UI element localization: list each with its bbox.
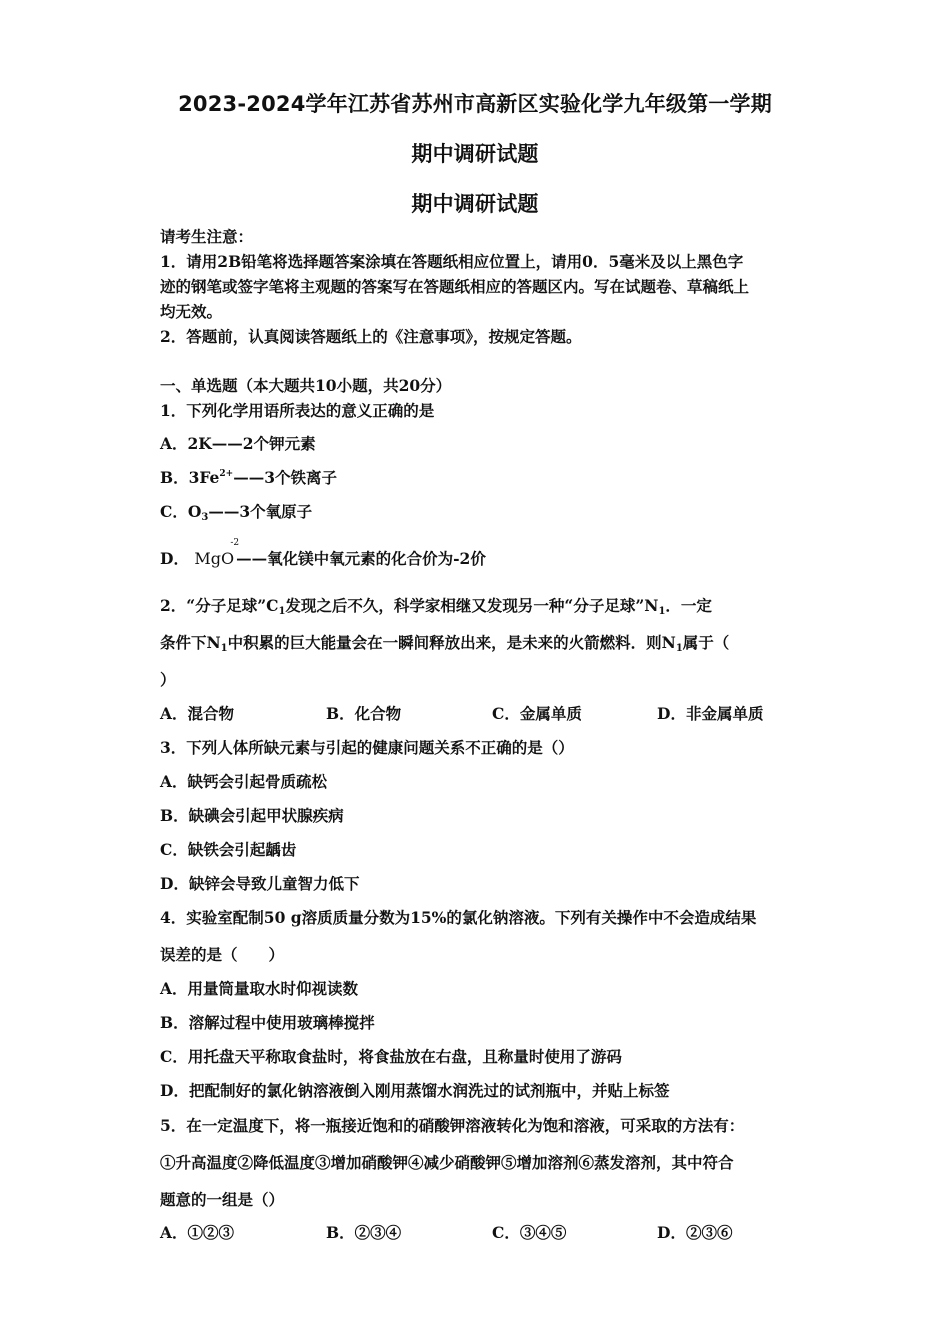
q4-option-c: C．用托盘天平称取食盐时，将食盐放在右盘，且称量时使用了游码 [160, 1047, 622, 1066]
notice-heading: 请考生注意： [160, 227, 254, 246]
q2-text: 发现之后不久，科学家相继又发现另一种“分子足球”N [285, 596, 659, 615]
q5-option-c: C．③④⑤ [492, 1223, 567, 1242]
q3-option-d: D．缺锌会导致儿童智力低下 [160, 874, 360, 893]
q1-d-label: D． [160, 549, 189, 568]
q4-option-a: A．用量筒量取水时仰视读数 [160, 979, 359, 998]
notice-line: 均无效。 [160, 302, 223, 321]
q2-text: 中积累的巨大能量会在一瞬间释放出来，是未来的火箭燃料．则N [227, 633, 676, 652]
q4-stem-line2: 误差的是（ ） [160, 945, 285, 964]
q2-subscript: 1 [658, 606, 666, 617]
q4-option-b: B．溶解过程中使用玻璃棒搅拌 [160, 1013, 375, 1032]
q1-stem: 1．下列化学用语所表达的意义正确的是 [160, 401, 435, 420]
q1-d-formula-wrap [194, 538, 240, 569]
q5-option-d: D．②③⑥ [657, 1223, 733, 1242]
q3-stem: 3．下列人体所缺元素与引起的健康问题关系不正确的是（） [160, 738, 574, 757]
q2-stem-line1 [160, 596, 800, 616]
q1-c-subscript: 3 [201, 512, 209, 523]
exam-subtitle-repeat: 期中调研试题 [411, 192, 539, 216]
q5-option-a: A．①②③ [160, 1223, 235, 1242]
q2-stem-line3: ） [160, 670, 176, 689]
q2-text: 条件下N [160, 633, 221, 652]
q1-option-d [160, 538, 800, 569]
notice-line: 迹的钢笔或签字笔将主观题的答案写在答题纸相应的答题区内。写在试题卷、草稿纸上 [160, 277, 750, 296]
q2-subscript: 1 [278, 606, 286, 617]
q4-stem-line1: 4．实验室配制50 g溶质质量分数为15%的氯化钠溶液。下列有关操作中不会造成结果 [160, 908, 757, 927]
q2-option-a: A．混合物 [160, 704, 235, 723]
q1-d-text: ——氧化镁中氧元素的化合价为-2价 [236, 549, 486, 568]
q2-text: 2．“分子足球”C [160, 596, 279, 615]
q5-stem-line3: 题意的一组是（） [160, 1190, 285, 1209]
q5-stem-line1: 5．在一定温度下，将一瓶接近饱和的硝酸钾溶液转化为饱和溶液，可采取的方法有： [160, 1116, 745, 1135]
q1-b-pre: B．3Fe [160, 468, 220, 487]
q1-c-pre: C．O [160, 502, 202, 521]
notice-line: 1．请用2B铅笔将选择题答案涂填在答题纸相应位置上，请用0．5毫米及以上黑色字 [160, 252, 744, 271]
exam-title: 2023-2024学年江苏省苏州市高新区实验化学九年级第一学期 [178, 92, 772, 116]
q2-subscript: 1 [220, 643, 228, 654]
q1-d-valence: -2 [230, 538, 240, 548]
q2-subscript: 1 [675, 643, 683, 654]
q1-option-c [160, 502, 800, 522]
q4-option-d: D．把配制好的氯化钠溶液倒入刚用蒸馏水润洗过的试剂瓶中，并贴上标签 [160, 1081, 670, 1100]
q2-text: ．一定 [665, 596, 712, 615]
q3-option-c: C．缺铁会引起龋齿 [160, 840, 297, 859]
q3-option-a: A．缺钙会引起骨质疏松 [160, 772, 328, 791]
q2-option-b: B．化合物 [326, 704, 402, 723]
q1-c-post: ——3个氧原子 [208, 502, 313, 521]
q1-b-charge: 2+ [219, 469, 234, 479]
q1-option-b [160, 468, 800, 488]
q1-d-formula: MgO [194, 549, 235, 568]
q3-option-b: B．缺碘会引起甲状腺疾病 [160, 806, 344, 825]
notice-line: 2．答题前，认真阅读答题纸上的《注意事项》，按规定答题。 [160, 327, 582, 346]
q5-option-b: B．②③④ [326, 1223, 402, 1242]
q2-option-d: D．非金属单质 [657, 704, 764, 723]
section-heading: 一、单选题（本大题共10小题，共20分） [160, 376, 452, 395]
q2-stem-line2 [160, 633, 800, 653]
q2-text: 属于（ [682, 633, 730, 652]
q1-option-a: A．2K——2个钾元素 [160, 434, 316, 453]
exam-subtitle: 期中调研试题 [411, 142, 539, 166]
q1-b-post: ——3个铁离子 [233, 468, 338, 487]
q2-option-c: C．金属单质 [492, 704, 582, 723]
q5-stem-line2: ①升高温度②降低温度③增加硝酸钾④减少硝酸钾⑤增加溶剂⑥蒸发溶剂，其中符合 [160, 1153, 734, 1172]
